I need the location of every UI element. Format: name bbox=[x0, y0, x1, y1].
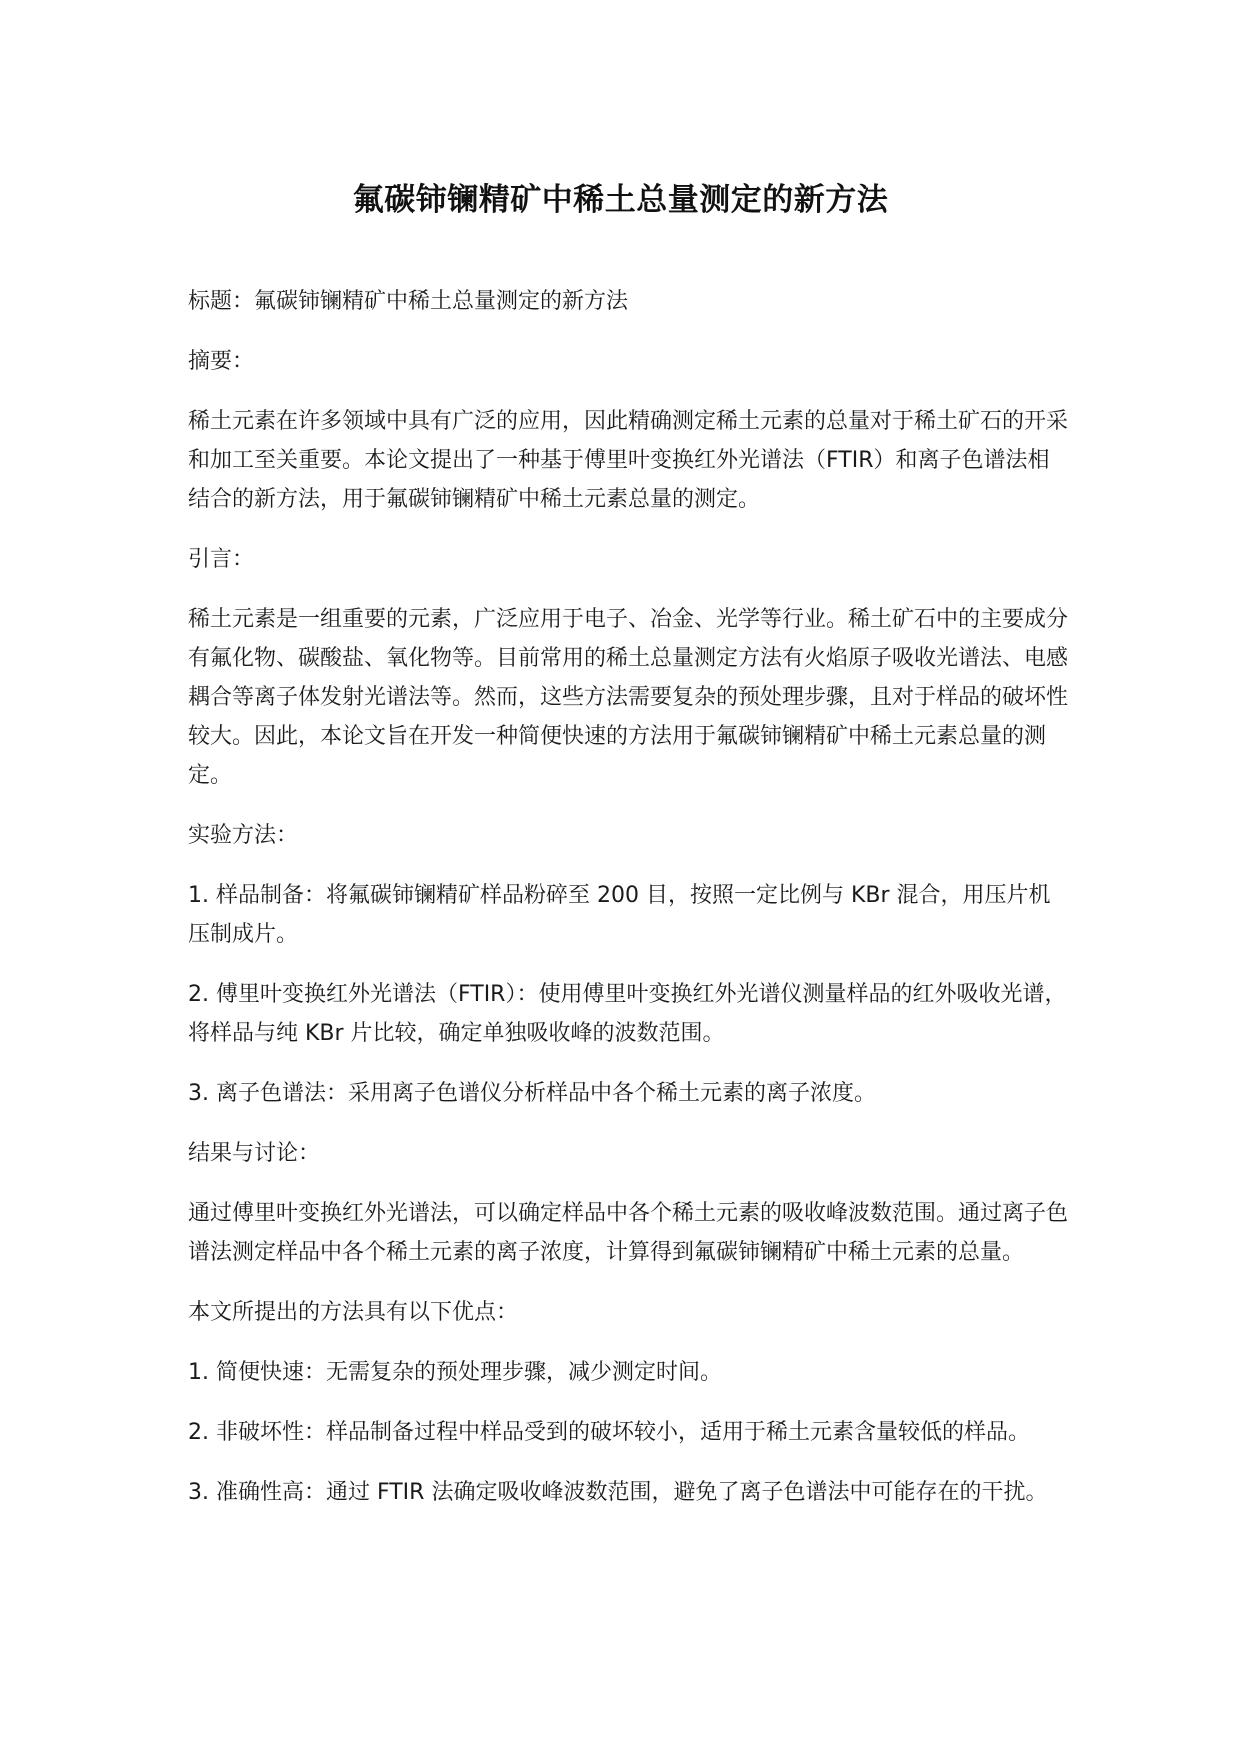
heading-results: 结果与讨论： bbox=[188, 1141, 321, 1166]
heading-methods: 实验方法： bbox=[188, 823, 299, 848]
advantage-item-fast: 1. 简便快速：无需复杂的预处理步骤，减少测定时间。 bbox=[188, 1360, 722, 1385]
method-item-ftir: 2. 傅里叶变换红外光谱法（FTIR）：使用傅里叶变换红外光谱仪测量样品的红外吸收光谱，将样品与纯 KBr 片比较，确定单独吸收峰的波数范围。 bbox=[188, 982, 1067, 1046]
paragraph-results: 通过傅里叶变换红外光谱法，可以确定样品中各个稀土元素的吸收峰波数范围。通过离子色谱法测定样品中各个稀土元素的离子浓度，计算得到氟碳铈镧精矿中稀土元素的总量。 bbox=[188, 1201, 1069, 1265]
method-item-ion-chromatography: 3. 离子色谱法：采用离子色谱仪分析样品中各个稀土元素的离子浓度。 bbox=[188, 1081, 876, 1106]
paragraph-advantages-intro: 本文所提出的方法具有以下优点： bbox=[188, 1300, 519, 1325]
heading-abstract: 摘要： bbox=[188, 349, 255, 374]
advantage-item-accurate: 3. 准确性高：通过 FTIR 法确定吸收峰波数范围，避免了离子色谱法中可能存在的干扰。 bbox=[188, 1480, 1048, 1505]
heading-introduction: 引言： bbox=[188, 547, 255, 572]
paragraph-introduction: 稀土元素是一组重要的元素，广泛应用于电子、冶金、光学等行业。稀土矿石中的主要成分有氟化物、碳酸盐、氧化物等。目前常用的稀土总量测定方法有火焰原子吸收光谱法、电感耦合等离子体发射光谱法等。然而，这些方法需要复杂的预处理步骤，且对于样品的破坏性较大。因此，本论文旨在开发一种简便快速的方法用于氟碳铈镧精矿中稀土元素总量的测定。 bbox=[188, 607, 1069, 788]
document-title: 氟碳铈镧精矿中稀土总量测定的新方法 bbox=[352, 182, 889, 218]
method-item-sample-prep: 1. 样品制备：将氟碳铈镧精矿样品粉碎至 200 目，按照一定比例与 KBr 混合，用压片机压制成片。 bbox=[188, 883, 1051, 947]
document-body bbox=[188, 282, 1068, 1533]
advantage-item-nondestructive: 2. 非破坏性：样品制备过程中样品受到的破坏较小，适用于稀土元素含量较低的样品。 bbox=[188, 1420, 1030, 1445]
paragraph-abstract: 稀土元素在许多领域中具有广泛的应用，因此精确测定稀土元素的总量对于稀土矿石的开采和加工至关重要。本论文提出了一种基于傅里叶变换红外光谱法（FTIR）和离子色谱法相结合的新方法，用于氟碳铈镧精矿中稀土元素总量的测定。 bbox=[188, 409, 1069, 512]
paragraph-title-line: 标题：氟碳铈镧精矿中稀土总量测定的新方法 bbox=[188, 289, 629, 314]
